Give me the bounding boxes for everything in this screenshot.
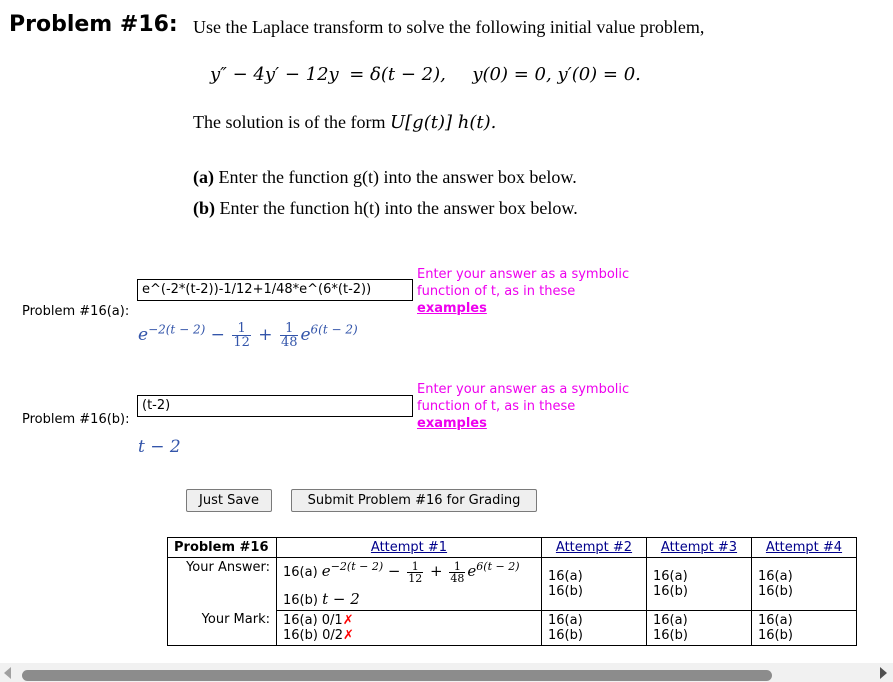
attempt-1-header — [277, 538, 542, 558]
part-b-instruction — [193, 198, 578, 219]
attempt-1-a-frac1-den: 12 — [408, 571, 423, 585]
attempt-1-a-plus: + — [430, 562, 443, 580]
preview-a-e2-exp: 6(t − 2) — [310, 322, 358, 337]
just-save-button[interactable]: Just Save — [186, 489, 272, 512]
equation-rhs: = δ(t − 2), — [349, 64, 446, 85]
attempt-4-answer-a: 16(a) — [758, 568, 793, 584]
attempt-1-mark-b-text: 16(b) 0/2 — [283, 627, 343, 643]
attempt-2-mark-b: 16(b) — [548, 627, 583, 643]
x-mark-icon: ✗ — [343, 627, 354, 643]
problem-header: Problem #16: — [9, 12, 178, 37]
answer-a-hint — [417, 266, 677, 317]
attempts-table-title: Problem #16 — [168, 538, 277, 558]
form-prefix: The solution is of the form — [193, 112, 386, 132]
attempt-2-answer — [542, 558, 647, 611]
attempt-3-answer — [647, 558, 752, 611]
answer-b-hint-text: Enter your answer as a symbolic function of t, as in these — [417, 382, 630, 414]
attempt-2-mark-a: 16(a) — [548, 612, 583, 628]
attempt-4-link[interactable]: Attempt #4 — [765, 540, 843, 555]
answer-a-label: Problem #16(a): — [22, 304, 130, 319]
attempt-4-mark-a: 16(a) — [758, 612, 793, 628]
preview-a-frac1-num: 1 — [232, 322, 251, 336]
part-a-label: (a) — [193, 167, 214, 187]
attempt-2-header — [542, 538, 647, 558]
part-b-text: Enter the function h(t) into the answer box below. — [219, 198, 578, 218]
scroll-right-arrow-icon[interactable] — [880, 667, 887, 679]
attempt-4-header — [752, 538, 857, 558]
attempts-header-row — [168, 538, 857, 558]
attempt-1-mark-a — [283, 613, 535, 628]
attempt-1-b-value: t − 2 — [322, 589, 360, 608]
attempt-2-answer-a: 16(a) — [548, 568, 583, 584]
attempt-1-b-prefix: 16(b) — [283, 592, 318, 608]
attempt-3-answer-a: 16(a) — [653, 568, 688, 584]
attempt-1-a-e2-exp: 6(t − 2) — [476, 560, 520, 573]
answer-b-hint — [417, 381, 677, 432]
attempt-1-a-frac2-num: 1 — [449, 561, 465, 573]
part-b-label: (b) — [193, 198, 215, 218]
attempt-3-header — [647, 538, 752, 558]
attempt-2-mark — [542, 610, 647, 645]
attempt-1-a-frac1 — [407, 561, 423, 584]
attempt-1-mark-a-text: 16(a) 0/1 — [283, 612, 343, 628]
attempt-1-a-frac2-den: 48 — [450, 571, 465, 585]
attempt-1-a-e2: e — [467, 562, 477, 580]
attempt-1-a-prefix: 16(a) — [283, 565, 318, 580]
attempt-2-link[interactable]: Attempt #2 — [555, 540, 633, 555]
preview-a-minus: − — [210, 325, 225, 345]
attempt-3-mark — [647, 610, 752, 645]
ode-equation — [210, 64, 641, 85]
preview-a-e2: e — [300, 325, 311, 345]
attempt-1-a-frac1-num: 1 — [407, 561, 423, 573]
attempt-1-a-frac2 — [449, 561, 465, 584]
attempt-4-mark-b: 16(b) — [758, 627, 793, 643]
form-expression: U[g(t)] h(t). — [389, 112, 497, 133]
scroll-left-arrow-icon[interactable] — [4, 667, 11, 679]
attempt-4-answer — [752, 558, 857, 611]
preview-a-frac2-den: 48 — [280, 335, 298, 350]
attempt-1-a-expr — [321, 559, 520, 585]
attempt-1-answer — [277, 558, 542, 611]
attempts-table — [167, 537, 857, 646]
attempt-3-mark-b: 16(b) — [653, 627, 688, 643]
preview-a-plus: + — [258, 325, 273, 345]
answer-b-input[interactable]: (t-2) — [137, 395, 413, 417]
answer-b-label: Problem #16(b): — [22, 412, 130, 427]
initial-conditions: y(0) = 0, y′(0) = 0. — [472, 64, 641, 85]
attempt-2-answer-b: 16(b) — [548, 583, 583, 599]
part-a-instruction — [193, 167, 577, 188]
attempt-1-a-minus: − — [387, 562, 401, 580]
solution-form — [193, 112, 496, 133]
attempt-1-answer-a — [283, 560, 535, 584]
submit-problem-button[interactable]: Submit Problem #16 for Grading — [291, 489, 537, 512]
equation-lhs: y″ − 4y′ − 12y — [210, 64, 339, 85]
answer-b-preview: t − 2 — [138, 437, 181, 457]
answer-a-examples-link[interactable]: examples — [417, 301, 487, 316]
attempt-1-mark — [277, 610, 542, 645]
preview-a-frac2 — [280, 322, 299, 349]
attempt-1-a-e1-exp: −2(t − 2) — [330, 560, 384, 573]
attempt-3-answer-b: 16(b) — [653, 583, 688, 599]
preview-a-frac1 — [232, 322, 251, 349]
your-answer-label: Your Answer: — [168, 558, 277, 611]
attempt-4-answer-b: 16(b) — [758, 583, 793, 599]
attempt-3-link[interactable]: Attempt #3 — [660, 540, 738, 555]
answer-a-hint-text: Enter your answer as a symbolic function of t, as in these — [417, 267, 630, 299]
attempt-1-mark-b — [283, 628, 535, 643]
answer-a-preview — [138, 322, 358, 349]
problem-statement: Use the Laplace transform to solve the following initial value problem, — [193, 17, 705, 37]
your-answer-row — [168, 558, 857, 611]
attempt-1-a-e1: e — [321, 562, 331, 580]
attempt-1-answer-b — [283, 590, 535, 608]
x-mark-icon: ✗ — [342, 612, 354, 628]
preview-a-frac2-num: 1 — [280, 322, 299, 336]
attempt-4-mark — [752, 610, 857, 645]
preview-a-e1: e — [138, 325, 149, 345]
your-mark-row — [168, 610, 857, 645]
answer-b-examples-link[interactable]: examples — [417, 416, 487, 431]
answer-a-input[interactable]: e^(-2*(t-2))-1/12+1/48*e^(6*(t-2)) — [137, 279, 413, 301]
your-mark-label: Your Mark: — [168, 610, 277, 645]
attempt-1-link[interactable]: Attempt #1 — [370, 540, 448, 555]
preview-a-frac1-den: 12 — [233, 335, 250, 350]
preview-a-e1-exp: −2(t − 2) — [148, 322, 206, 337]
attempt-3-mark-a: 16(a) — [653, 612, 688, 628]
scrollbar-thumb[interactable] — [22, 670, 772, 681]
part-a-text: Enter the function g(t) into the answer box below. — [218, 167, 577, 187]
